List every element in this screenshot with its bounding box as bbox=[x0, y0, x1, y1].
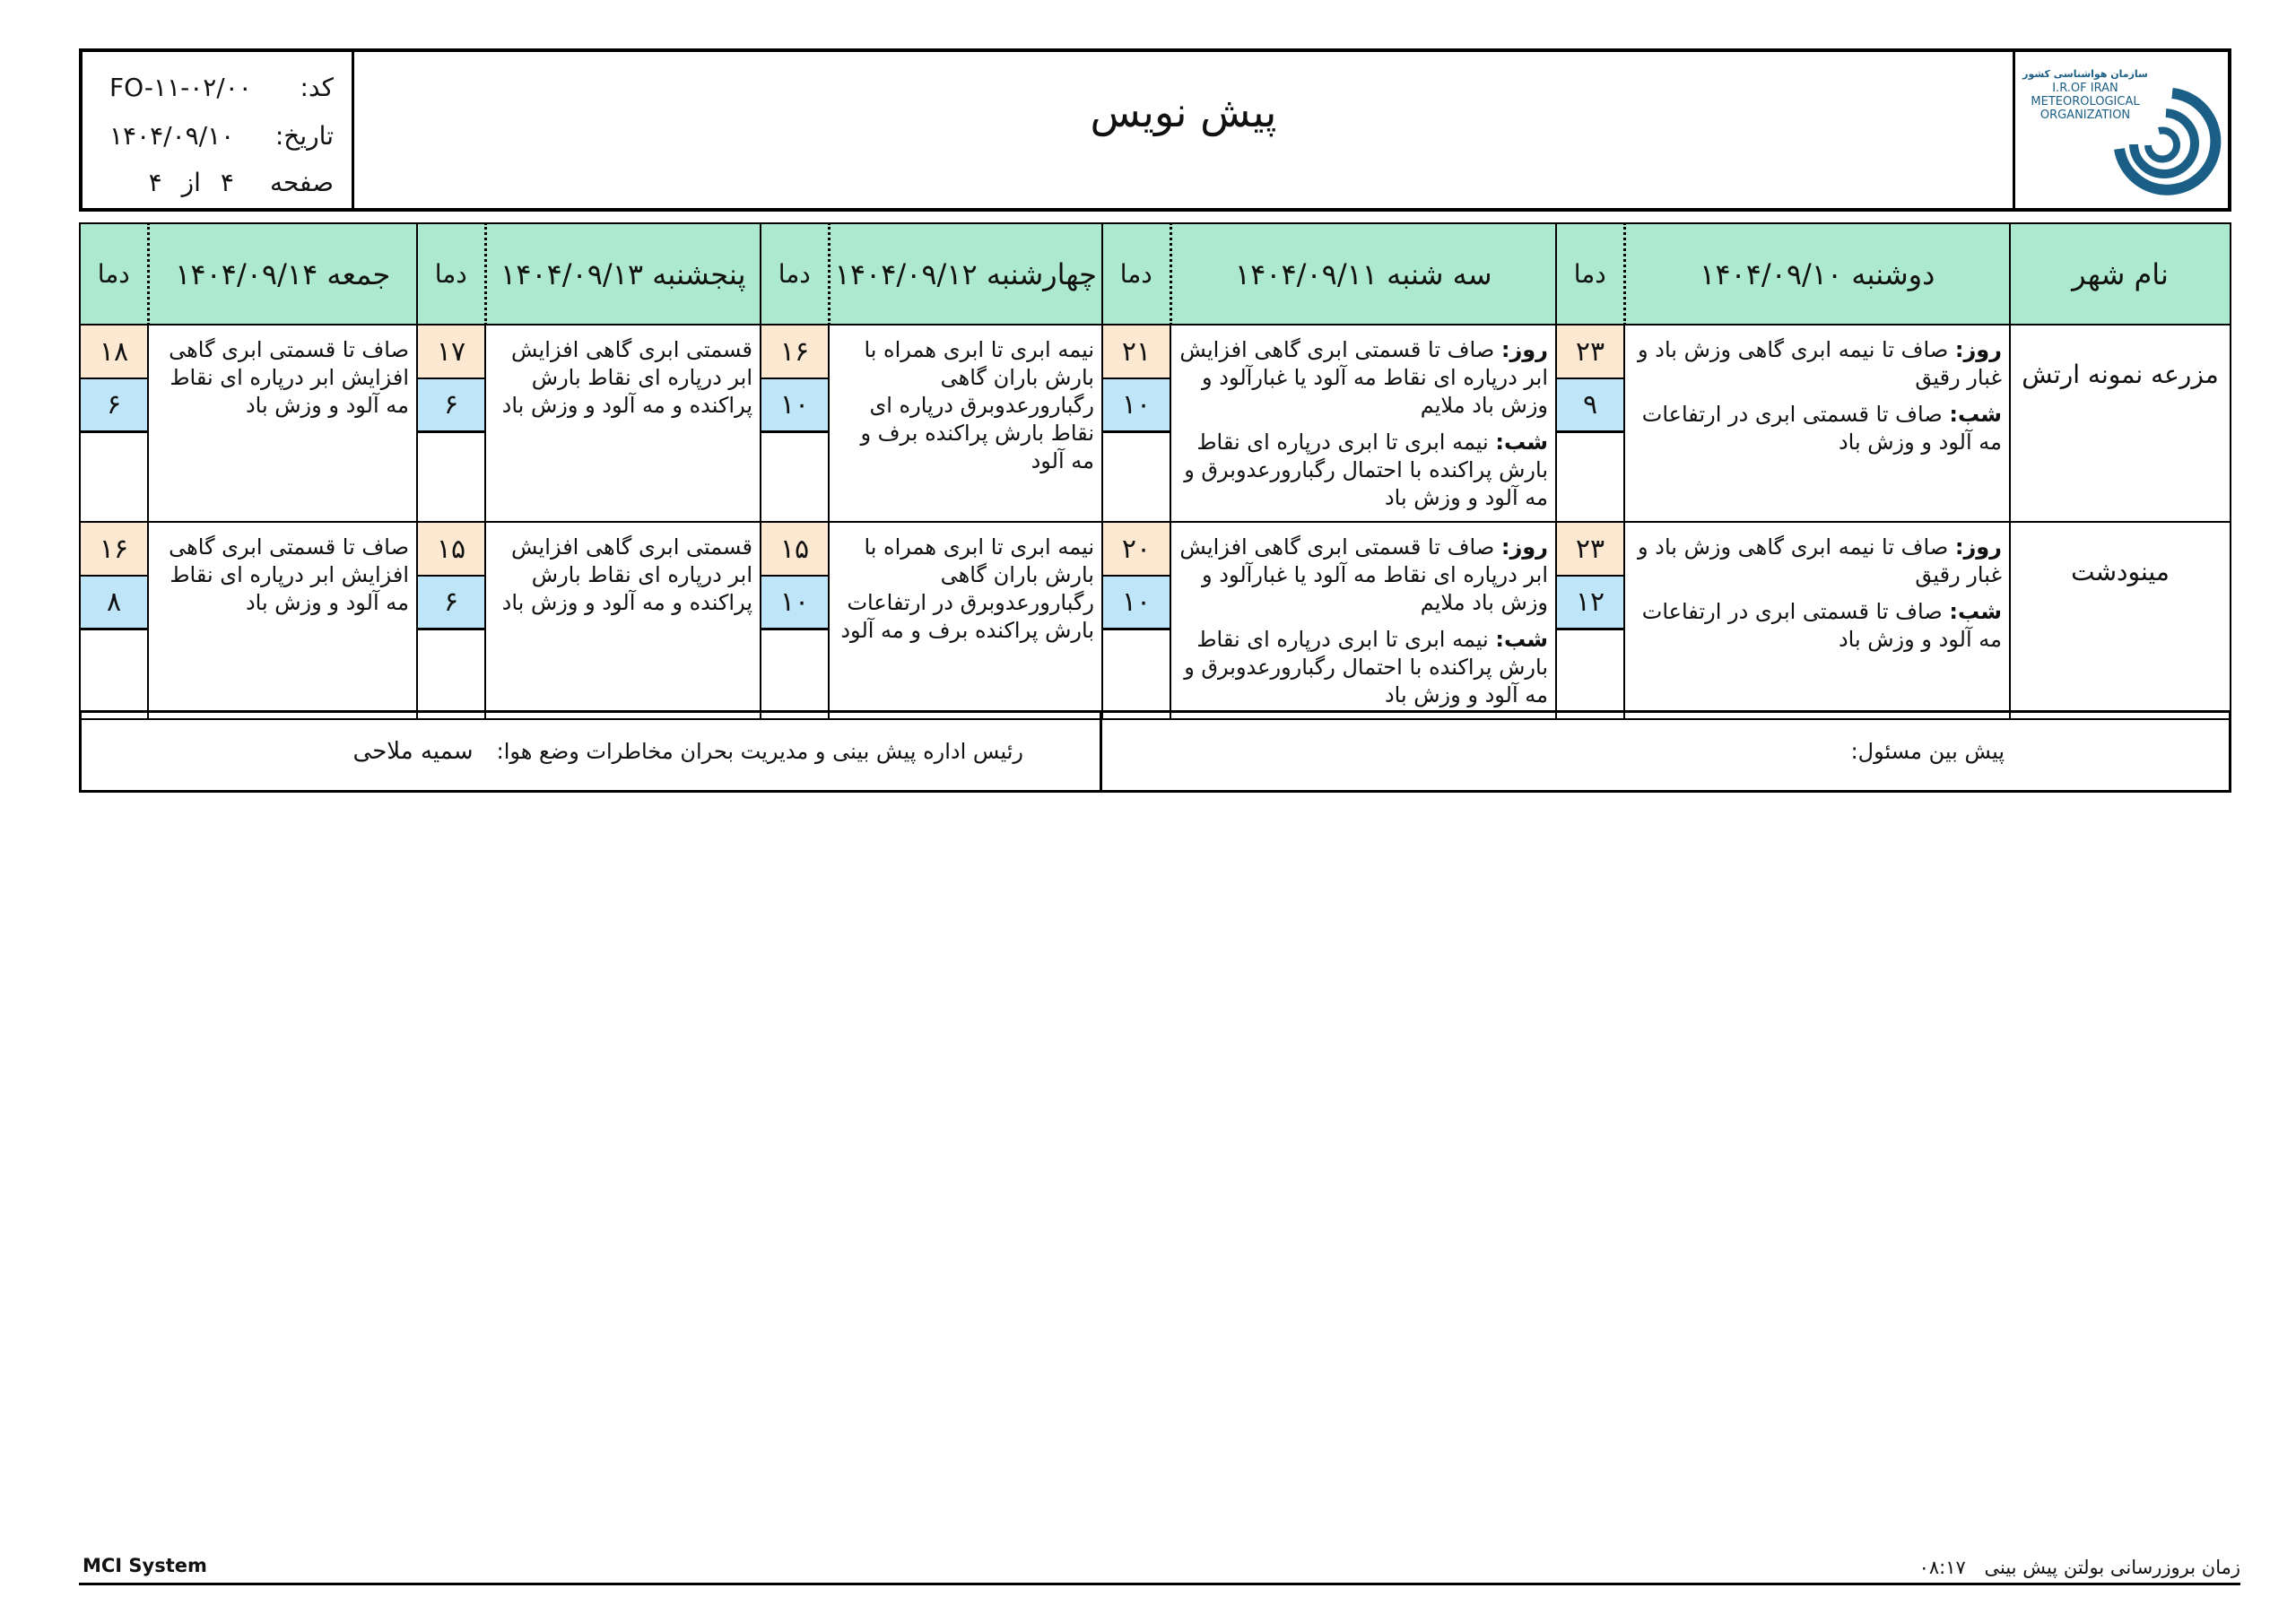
day-header-1: دوشنبه ۱۴۰۴/۰۹/۱۰ bbox=[1624, 223, 2010, 325]
table-header-row bbox=[80, 223, 2231, 325]
forecast-text: صاف تا قسمتی ابری گاهی افزایش ابر درپاره ای نقاط مه آلود و وزش باد bbox=[169, 337, 409, 418]
page-title: پیش نویس bbox=[1090, 88, 1277, 136]
page-row bbox=[109, 160, 334, 204]
day-word: روز: bbox=[1954, 534, 2002, 560]
temp-cell bbox=[1556, 522, 1624, 719]
city-header: نام شهر bbox=[2010, 223, 2231, 325]
max-temp: ۲۰ bbox=[1103, 523, 1170, 577]
temp-cell bbox=[1102, 522, 1170, 719]
min-temp: ۱۰ bbox=[1103, 577, 1170, 630]
head-name: سمیه ملاحی bbox=[352, 738, 474, 765]
logo-text-fa: سازمان هواشناسی کشور bbox=[2022, 68, 2148, 80]
code-row bbox=[109, 65, 334, 109]
date-row bbox=[109, 113, 334, 158]
day-forecast-text: صاف تا نیمه ابری گاهی وزش باد و غبار رقیق bbox=[1638, 337, 2002, 390]
temp-cell bbox=[417, 522, 485, 719]
head-label: رئیس اداره پیش بینی و مدیریت بحران مخاطرات وضع هوا: bbox=[496, 739, 1023, 764]
night-word: شب: bbox=[1495, 430, 1548, 455]
update-label: زمان بروزرسانی بولتن پیش بینی bbox=[1984, 1557, 2240, 1578]
min-temp: ۱۲ bbox=[1557, 577, 1623, 630]
forecast-cell bbox=[148, 325, 417, 522]
table-row bbox=[80, 522, 2231, 719]
min-temp: ۶ bbox=[81, 379, 147, 433]
forecast-cell bbox=[1170, 522, 1556, 719]
page-footer bbox=[79, 1551, 2240, 1585]
temp-cell bbox=[80, 325, 148, 522]
forecast-cell bbox=[1170, 325, 1556, 522]
temp-cell bbox=[1102, 325, 1170, 522]
max-temp: ۲۱ bbox=[1103, 325, 1170, 379]
min-temp: ۸ bbox=[81, 577, 147, 630]
day-header-4: پنجشنبه ۱۴۰۴/۰۹/۱۳ bbox=[485, 223, 761, 325]
document-header bbox=[79, 48, 2231, 212]
page-current: ۴ bbox=[220, 167, 234, 197]
night-word: شب: bbox=[1949, 402, 2002, 427]
forecast-cell bbox=[485, 325, 761, 522]
day-forecast bbox=[1177, 336, 1548, 420]
day-forecast bbox=[1631, 534, 2002, 589]
temp-cell bbox=[761, 522, 829, 719]
forecast-cell bbox=[829, 522, 1102, 719]
day-forecast-text: صاف تا قسمتی ابری گاهی افزایش ابر درپاره ای نقاط مه آلود یا غبارآلود و وزش باد ملایم bbox=[1179, 337, 1548, 418]
forecast-table bbox=[79, 222, 2231, 720]
night-forecast-text: صاف تا قسمتی ابری در ارتفاعات مه آلود و وزش باد bbox=[1641, 599, 2002, 652]
night-forecast bbox=[1177, 626, 1548, 709]
max-temp: ۱۷ bbox=[418, 325, 484, 379]
city-name: مزرعه نمونه ارتش bbox=[2010, 325, 2231, 522]
forecast-cell bbox=[1624, 522, 2010, 719]
min-temp: ۶ bbox=[418, 379, 484, 433]
min-temp: ۶ bbox=[418, 577, 484, 630]
min-temp: ۹ bbox=[1557, 379, 1623, 433]
temp-cell bbox=[417, 325, 485, 522]
head-signature bbox=[82, 713, 1102, 790]
forecaster-label: پیش بین مسئول: bbox=[1850, 739, 2005, 764]
night-forecast bbox=[1631, 401, 2002, 456]
temp-header: دما bbox=[417, 223, 485, 325]
forecast-cell bbox=[1624, 325, 2010, 522]
day-forecast-text: صاف تا قسمتی ابری گاهی افزایش ابر درپاره ای نقاط مه آلود یا غبارآلود و وزش باد ملایم bbox=[1179, 534, 1548, 615]
page-label: صفحه bbox=[269, 167, 334, 197]
update-time: ۰۸:۱۷ bbox=[1918, 1557, 1966, 1578]
organization-logo bbox=[2013, 52, 2228, 208]
logo-text-2: METEOROLOGICAL bbox=[2031, 95, 2140, 108]
day-word: روز: bbox=[1954, 337, 2002, 362]
night-word: شب: bbox=[1949, 599, 2002, 624]
min-temp: ۱۰ bbox=[1103, 379, 1170, 433]
forecast-cell bbox=[829, 325, 1102, 522]
update-info bbox=[1919, 1557, 2240, 1578]
min-temp: ۱۰ bbox=[761, 379, 828, 433]
date-value: ۱۴۰۴/۰۹/۱۰ bbox=[109, 120, 235, 151]
day-forecast bbox=[1177, 534, 1548, 617]
forecaster-signature bbox=[1102, 713, 2229, 790]
min-temp: ۱۰ bbox=[761, 577, 828, 630]
system-name: MCI System bbox=[83, 1555, 207, 1576]
day-header-3: چهارشنبه ۱۴۰۴/۰۹/۱۲ bbox=[829, 223, 1102, 325]
max-temp: ۲۳ bbox=[1557, 325, 1623, 379]
night-forecast-text: صاف تا قسمتی ابری در ارتفاعات مه آلود و وزش باد bbox=[1641, 402, 2002, 455]
temp-header: دما bbox=[1556, 223, 1624, 325]
logo-text-1: I.R.OF IRAN bbox=[2052, 82, 2118, 95]
signature-box bbox=[79, 710, 2231, 793]
night-forecast-text: نیمه ابری تا ابری درپاره ای نقاط بارش پراکنده با احتمال رگبارورعدوبرق و مه آلود و وزش باد bbox=[1184, 627, 1548, 707]
day-word: روز: bbox=[1500, 337, 1548, 362]
day-forecast-text: صاف تا نیمه ابری گاهی وزش باد و غبار رقیق bbox=[1638, 534, 2002, 587]
forecast-text: صاف تا قسمتی ابری گاهی افزایش ابر درپاره ای نقاط مه آلود و وزش باد bbox=[169, 534, 409, 615]
temp-cell bbox=[761, 325, 829, 522]
page-of: از bbox=[181, 167, 201, 197]
max-temp: ۱۵ bbox=[761, 523, 828, 577]
day-word: روز: bbox=[1500, 534, 1548, 560]
night-forecast bbox=[1631, 598, 2002, 654]
temp-cell bbox=[1556, 325, 1624, 522]
night-forecast bbox=[1177, 429, 1548, 512]
temp-header: دما bbox=[1102, 223, 1170, 325]
temp-header: دما bbox=[80, 223, 148, 325]
code-value: FO-۱۱-۰۲/۰۰ bbox=[109, 72, 252, 102]
max-temp: ۲۳ bbox=[1557, 523, 1623, 577]
page-total: ۴ bbox=[148, 167, 162, 197]
max-temp: ۱۶ bbox=[81, 523, 147, 577]
temp-cell bbox=[80, 522, 148, 719]
page-title-area bbox=[354, 52, 2013, 208]
day-header-2: سه شنبه ۱۴۰۴/۰۹/۱۱ bbox=[1170, 223, 1556, 325]
forecast-text: نیمه ابری تا ابری همراه با بارش باران گاهی رگبارورعدوبرق درپاره ای نقاط بارش پراکنده برف و مه آلود bbox=[860, 337, 1094, 473]
date-label: تاریخ: bbox=[274, 120, 334, 151]
max-temp: ۱۵ bbox=[418, 523, 484, 577]
city-name: مینودشت bbox=[2010, 522, 2231, 719]
logo-text-3: ORGANIZATION bbox=[2039, 108, 2131, 122]
night-word: شب: bbox=[1495, 627, 1548, 652]
code-label: کد: bbox=[300, 72, 334, 102]
forecast-text: قسمتی ابری گاهی افزایش ابر درپاره ای نقاط بارش پراکنده و مه آلود و وزش باد bbox=[501, 337, 752, 418]
night-forecast-text: نیمه ابری تا ابری درپاره ای نقاط بارش پراکنده با احتمال رگبارورعدوبرق و مه آلود و وزش باد bbox=[1184, 430, 1548, 510]
max-temp: ۱۶ bbox=[761, 325, 828, 379]
forecast-cell bbox=[485, 522, 761, 719]
day-header-5: جمعه ۱۴۰۴/۰۹/۱۴ bbox=[148, 223, 417, 325]
forecast-text: قسمتی ابری گاهی افزایش ابر درپاره ای نقاط بارش پراکنده و مه آلود و وزش باد bbox=[501, 534, 752, 615]
forecast-text: نیمه ابری تا ابری همراه با بارش باران گاهی رگبارورعدوبرق در ارتفاعات بارش پراکنده برف و مه آلود bbox=[840, 534, 1094, 643]
temp-header: دما bbox=[761, 223, 829, 325]
max-temp: ۱۸ bbox=[81, 325, 147, 379]
day-forecast bbox=[1631, 336, 2002, 392]
logo-icon bbox=[2015, 52, 2227, 210]
document-meta bbox=[83, 52, 354, 208]
forecast-cell bbox=[148, 522, 417, 719]
table-row bbox=[80, 325, 2231, 522]
